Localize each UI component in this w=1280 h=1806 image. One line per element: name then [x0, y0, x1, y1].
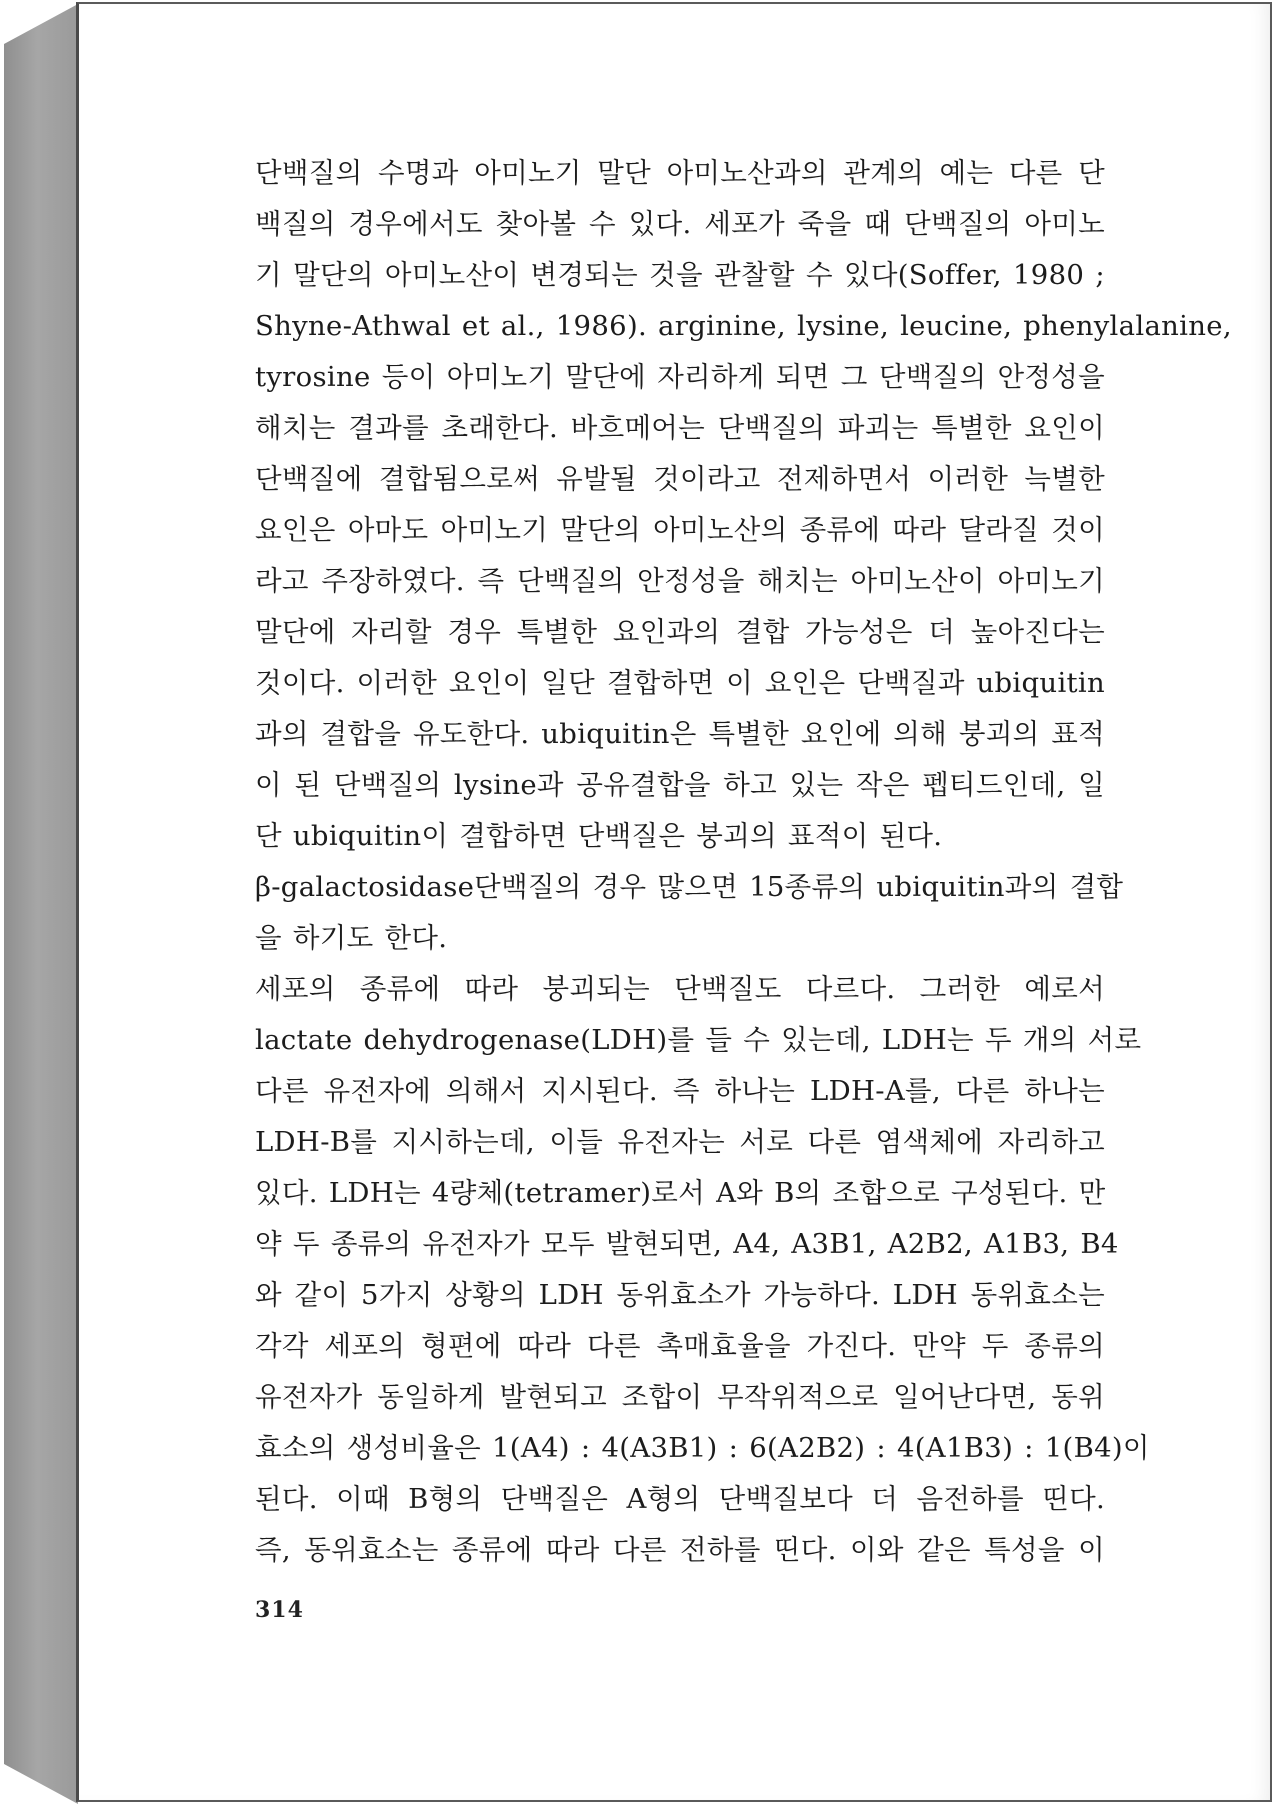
text-line: 것이다. 이러한 요인이 일단 결합하면 이 요인은 단백질과 ubiquitin [255, 667, 1105, 699]
text-line: 단백질의 수명과 아미노기 말단 아미노산과의 관계의 예는 다른 단 [255, 157, 1105, 189]
text-line: 각각 세포의 형편에 따라 다른 촉매효율을 가진다. 만약 두 종류의 [255, 1330, 1105, 1362]
text-line: 과의 결합을 유도한다. ubiquitin은 특별한 요인에 의해 붕괴의 표적 [255, 718, 1105, 750]
text-line: 즉, 동위효소는 종류에 따라 다른 전하를 띤다. 이와 같은 특성을 이 [255, 1534, 1105, 1566]
text-line: 세포의 종류에 따라 붕괴되는 단백질도 다르다. 그러한 예로서 [255, 973, 1105, 1005]
text-line: 기 말단의 아미노산이 변경되는 것을 관찰할 수 있다(Soffer, 1980 ; [255, 259, 1105, 291]
text-line: 해치는 결과를 초래한다. 바흐메어는 단백질의 파괴는 특별한 요인이 [255, 412, 1105, 444]
text-line: lactate dehydrogenase(LDH)를 들 수 있는데, LDH는 두 개의 서로 [255, 1024, 1142, 1056]
text-line: 요인은 아마도 아미노기 말단의 아미노산의 종류에 따라 달라질 것이 [255, 514, 1105, 546]
text-line: 단백질에 결합됨으로써 유발될 것이라고 전제하면서 이러한 늑별한 [255, 463, 1105, 495]
book-spine [4, 4, 78, 1804]
text-line: tyrosine 등이 아미노기 말단에 자리하게 되면 그 단백질의 안정성을 [255, 361, 1105, 393]
body-text [255, 148, 1232, 1576]
text-line: LDH-B를 지시하는데, 이들 유전자는 서로 다른 염색체에 자리하고 [255, 1126, 1105, 1158]
text-line: 단 ubiquitin이 결합하면 단백질은 붕괴의 표적이 된다. [255, 820, 943, 852]
text-line: 이 된 단백질의 lysine과 공유결합을 하고 있는 작은 펩티드인데, 일 [255, 769, 1105, 801]
text-line: 라고 주장하였다. 즉 단백질의 안정성을 해치는 아미노산이 아미노기 [255, 565, 1105, 597]
text-line: 백질의 경우에서도 찾아볼 수 있다. 세포가 죽을 때 단백질의 아미노 [255, 208, 1105, 240]
text-line: 약 두 종류의 유전자가 모두 발현되면, A4, A3B1, A2B2, A1B3, B4 [255, 1228, 1119, 1260]
text-line: 을 하기도 한다. [255, 922, 448, 954]
text-line: 유전자가 동일하게 발현되고 조합이 무작위적으로 일어난다면, 동위 [255, 1381, 1105, 1413]
text-line: β-galactosidase단백질의 경우 많으면 15종류의 ubiquitin과의 결합 [255, 871, 1124, 903]
text-line: 다른 유전자에 의해서 지시된다. 즉 하나는 LDH-A를, 다른 하나는 [255, 1075, 1105, 1107]
text-line: 와 같이 5가지 상황의 LDH 동위효소가 가능하다. LDH 동위효소는 [255, 1279, 1105, 1311]
text-line: Shyne-Athwal et al., 1986). arginine, lysine, leucine, phenylalanine, [255, 310, 1232, 342]
text-line: 말단에 자리할 경우 특별한 요인과의 결합 가능성은 더 높아진다는 [255, 616, 1105, 648]
text-line: 된다. 이때 B형의 단백질은 A형의 단백질보다 더 음전하를 띤다. [255, 1483, 1105, 1515]
page-number: 314 [255, 1597, 304, 1623]
text-line: 있다. LDH는 4량체(tetramer)로서 A와 B의 조합으로 구성된다. 만 [255, 1177, 1106, 1209]
text-line: 효소의 생성비율은 1(A4) : 4(A3B1) : 6(A2B2) : 4(A1B3) : 1(B4)이 [255, 1432, 1150, 1464]
